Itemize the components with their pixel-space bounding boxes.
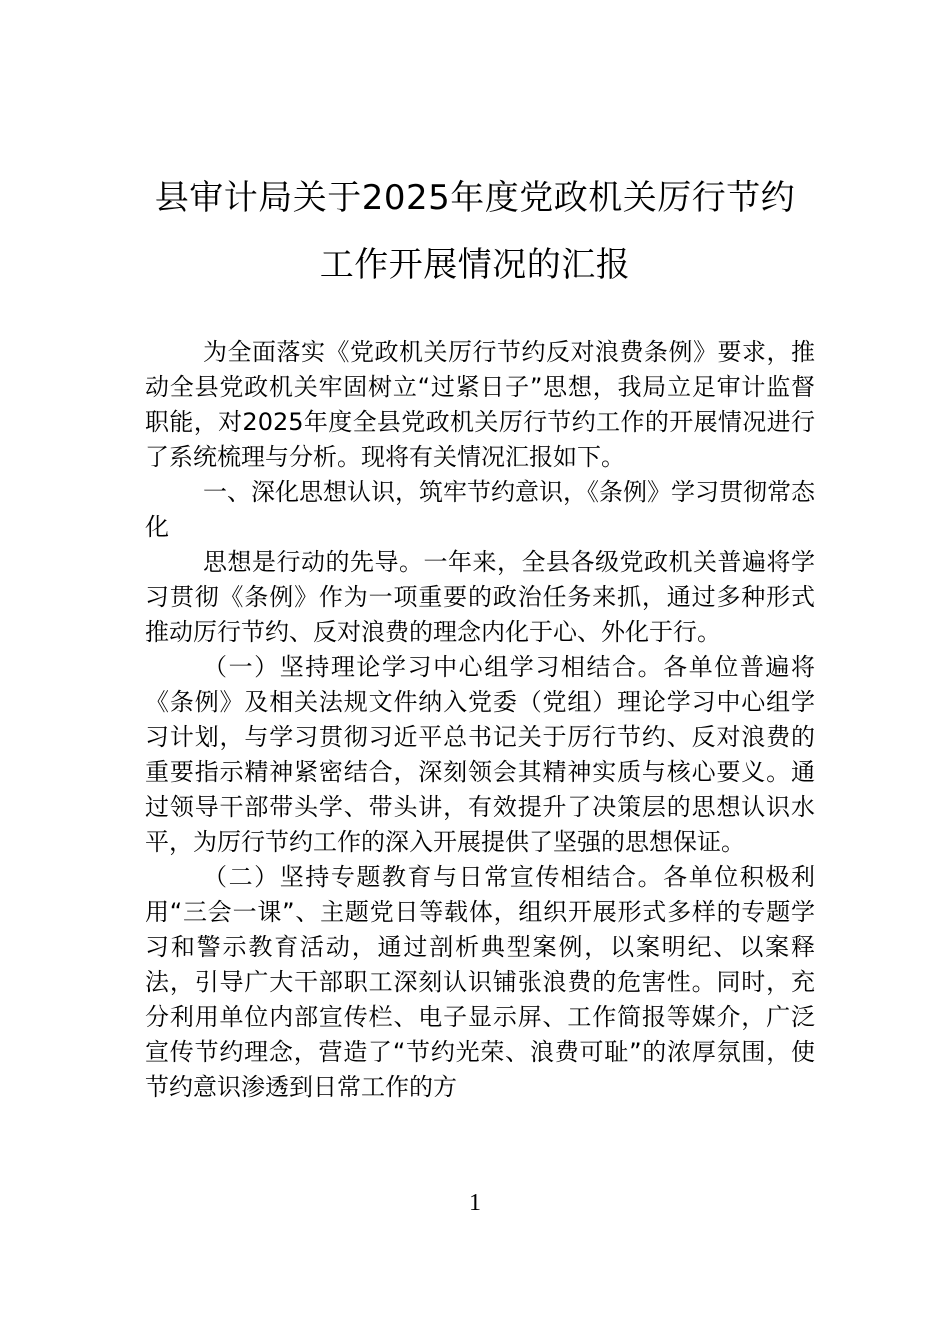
intro-paragraph: 为全面落实《党政机关厉行节约反对浪费条例》要求，推动全县党政机关牢固树立“过紧日子”思想，我局立足审计监督职能，对2025年度全县党政机关厉行节约工作的开展情况进行了系统梳理与分析。现将有关情况汇报如下。	[145, 338, 815, 471]
document-title-line-2: 工作开展情况的汇报	[319, 245, 631, 285]
body-paragraph: （一）坚持理论学习中心组学习相结合。各单位普遍将《条例》及相关法规文件纳入党委（党组）理论学习中心组学习计划，与学习贯彻习近平总书记关于厉行节约、反对浪费的重要指示精神紧密结合，深刻领会其精神实质与核心要义。通过领导干部带头学、带头讲，有效提升了决策层的思想认识水平，为厉行节约工作的深入开展提供了坚强的思想保证。	[145, 653, 815, 856]
page-number: 1	[469, 1190, 481, 1216]
section-heading-1: 一、深化思想认识，筑牢节约意识，《条例》学习贯彻常态化	[145, 478, 815, 541]
body-paragraph: 思想是行动的先导。一年来，全县各级党政机关普遍将学习贯彻《条例》作为一项重要的政治任务来抓，通过多种形式推动厉行节约、反对浪费的理念内化于心、外化于行。	[145, 548, 815, 646]
body-paragraph: （二）坚持专题教育与日常宣传相结合。各单位积极利用“三会一课”、主题党日等载体，组织开展形式多样的专题学习和警示教育活动，通过剖析典型案例，以案明纪、以案释法，引导广大干部职工深刻认识铺张浪费的危害性。同时，充分利用单位内部宣传栏、电子显示屏、工作简报等媒介，广泛宣传节约理念，营造了“节约光荣、浪费可耻”的浓厚氛围，使节约意识渗透到日常工作的方	[145, 863, 815, 1101]
document-body	[145, 335, 815, 1105]
document-title-line-1: 县审计局关于2025年度党政机关厉行节约	[154, 178, 796, 218]
